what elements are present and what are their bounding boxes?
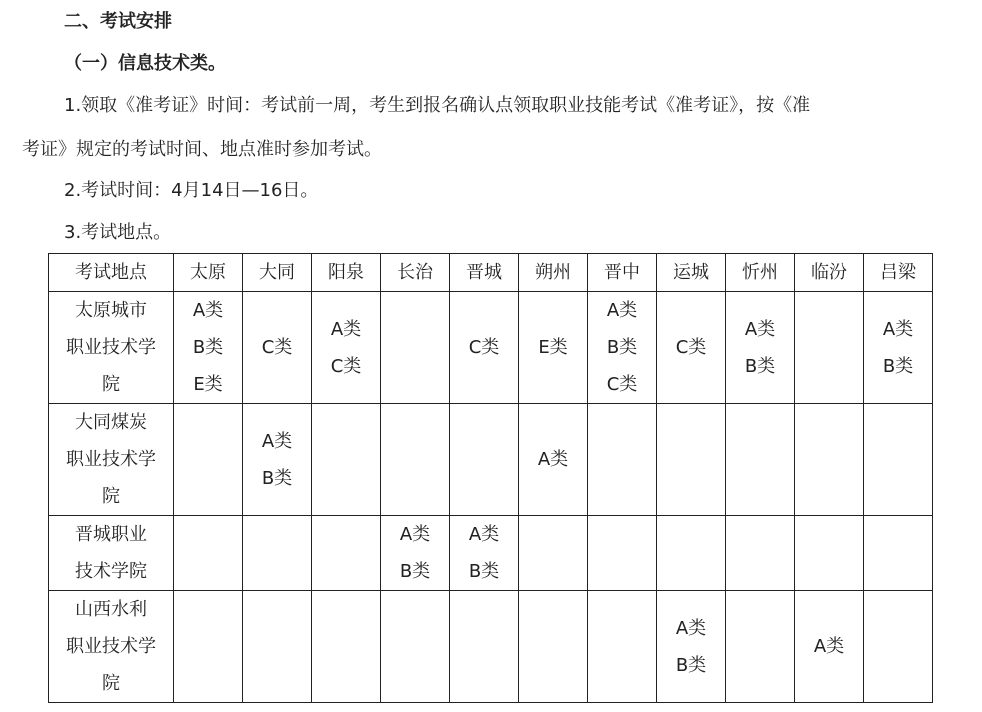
header-city: 晋中	[588, 254, 657, 292]
category-cell	[657, 292, 726, 404]
category-label: A类	[537, 449, 569, 470]
category-cell	[864, 591, 933, 703]
paragraph-3: 3.考试地点。	[64, 222, 172, 243]
category-cell	[243, 591, 312, 703]
location-line: 院	[102, 374, 120, 395]
category-cell	[588, 516, 657, 591]
category-cell	[726, 591, 795, 703]
category-label: A类	[882, 318, 914, 340]
category-cell	[519, 292, 588, 404]
category-cell	[864, 516, 933, 591]
category-label: C类	[330, 355, 362, 377]
header-city: 运城	[657, 254, 726, 292]
category-label: A类	[192, 300, 224, 321]
section-heading: 二、考试安排	[64, 11, 172, 32]
location-cell	[49, 292, 174, 404]
location-line: 晋城职业	[75, 524, 147, 545]
category-cell	[450, 591, 519, 703]
category-label: A类	[261, 430, 293, 452]
header-city: 忻州	[726, 254, 795, 292]
location-cell	[49, 591, 174, 703]
category-cell	[795, 591, 864, 703]
category-label: B类	[261, 467, 293, 489]
category-cell	[381, 404, 450, 516]
category-cell	[243, 516, 312, 591]
category-cell	[381, 516, 450, 591]
category-cell	[795, 404, 864, 516]
table-row	[49, 516, 933, 591]
category-label: B类	[192, 337, 224, 358]
category-cell	[312, 591, 381, 703]
header-city: 大同	[243, 254, 312, 292]
category-cell	[588, 591, 657, 703]
category-label: C类	[675, 337, 707, 358]
category-cell	[450, 404, 519, 516]
category-cell	[381, 292, 450, 404]
category-label: B类	[882, 355, 914, 377]
header-city: 晋城	[450, 254, 519, 292]
location-line: 职业技术学	[66, 636, 156, 657]
category-label: A类	[813, 636, 845, 657]
header-city: 长治	[381, 254, 450, 292]
category-cell	[864, 404, 933, 516]
category-label: B类	[744, 355, 776, 377]
category-cell	[174, 516, 243, 591]
category-cell	[864, 292, 933, 404]
table-row	[49, 292, 933, 404]
location-line: 院	[102, 673, 120, 694]
table-header-row	[49, 254, 933, 292]
location-line: 大同煤炭	[75, 412, 147, 433]
category-cell	[657, 516, 726, 591]
location-line: 山西水利	[75, 599, 147, 620]
category-cell	[450, 292, 519, 404]
category-cell	[174, 292, 243, 404]
category-cell	[312, 404, 381, 516]
location-cell	[49, 404, 174, 516]
category-cell	[312, 292, 381, 404]
category-label: A类	[330, 318, 362, 340]
table-row	[49, 591, 933, 703]
category-label: B类	[399, 561, 431, 582]
location-cell	[49, 516, 174, 591]
location-line: 职业技术学	[66, 449, 156, 470]
category-cell	[657, 404, 726, 516]
location-line: 技术学院	[75, 561, 147, 582]
category-cell	[588, 292, 657, 404]
category-cell	[795, 292, 864, 404]
category-cell	[174, 591, 243, 703]
category-cell	[795, 516, 864, 591]
category-label: B类	[606, 337, 638, 358]
category-label: E类	[538, 337, 568, 358]
subsection-heading: （一）信息技术类。	[64, 53, 226, 74]
category-cell	[519, 404, 588, 516]
header-city: 吕梁	[864, 254, 933, 292]
category-cell	[450, 516, 519, 591]
header-corner: 考试地点	[49, 254, 174, 292]
category-cell	[174, 404, 243, 516]
table-row	[49, 404, 933, 516]
category-cell	[726, 292, 795, 404]
paragraph-2: 2.考试时间：4月14日—16日。	[64, 180, 319, 201]
exam-location-table	[48, 253, 933, 703]
category-label: E类	[193, 374, 223, 395]
category-cell	[312, 516, 381, 591]
category-cell	[588, 404, 657, 516]
category-cell	[726, 516, 795, 591]
category-label: B类	[468, 561, 500, 582]
category-label: A类	[744, 318, 776, 340]
category-cell	[657, 591, 726, 703]
category-label: A类	[468, 524, 500, 545]
header-city: 阳泉	[312, 254, 381, 292]
category-cell	[519, 591, 588, 703]
header-city: 太原	[174, 254, 243, 292]
category-cell	[381, 591, 450, 703]
category-label: A类	[675, 617, 707, 639]
location-line: 院	[102, 486, 120, 507]
header-city: 朔州	[519, 254, 588, 292]
category-label: B类	[675, 654, 707, 676]
category-label: A类	[606, 300, 638, 321]
category-label: C类	[261, 337, 293, 358]
paragraph-1-line-1: 1.领取《准考证》时间：考试前一周，考生到报名确认点领取职业技能考试《准考证》，按《准	[64, 95, 811, 116]
header-city: 临汾	[795, 254, 864, 292]
table-body	[49, 292, 933, 703]
category-label: A类	[399, 524, 431, 545]
category-label: C类	[606, 374, 638, 395]
category-cell	[726, 404, 795, 516]
category-cell	[243, 292, 312, 404]
category-cell	[243, 404, 312, 516]
category-cell	[519, 516, 588, 591]
location-line: 职业技术学	[66, 337, 156, 358]
category-label: C类	[468, 337, 500, 358]
paragraph-1-line-2: 考证》规定的考试时间、地点准时参加考试。	[22, 139, 382, 160]
location-line: 太原城市	[75, 300, 147, 321]
